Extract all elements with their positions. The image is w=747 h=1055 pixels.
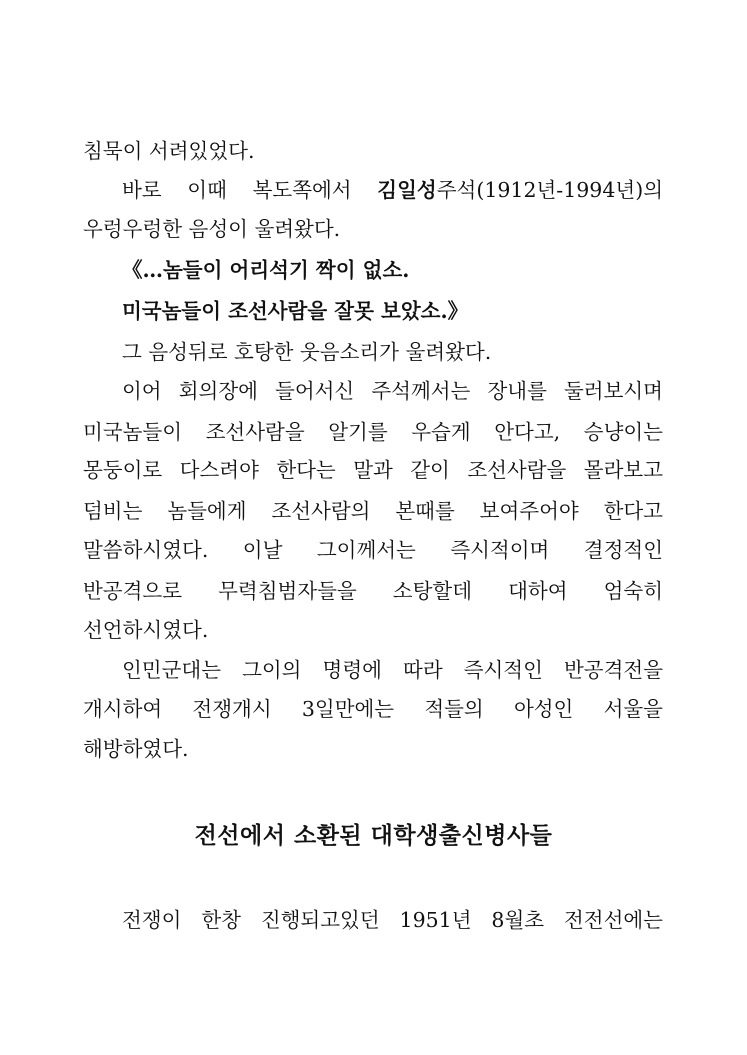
body-text-segment: 주석(1912년-1994년)의 (436, 178, 663, 202)
body-text-line: 선언하시였다. (83, 618, 209, 642)
section-heading: 전선에서 소환된 대학생출신병사들 (194, 823, 553, 849)
body-text-line: 덤비는 놈들에게 조선사람의 본때를 보여주어야 한다고 (83, 499, 663, 523)
body-text-line: 말씀하시였다. 이날 그이께서는 즉시적이며 결정적인 (83, 538, 663, 562)
leader-name: 김일성 (377, 178, 437, 202)
body-text-line: 그 음성뒤로 호탕한 웃음소리가 울려왔다. (122, 340, 492, 364)
quote-line: 미국놈들이 조선사람을 잘못 보았소.》 (122, 299, 469, 323)
body-text-line: 미국놈들이 조선사람을 알기를 우습게 안다고, 승냥이는 (83, 420, 663, 444)
body-text-line: 이어 회의장에 들어서신 주석께서는 장내를 둘러보시며 (122, 379, 663, 403)
body-text-line: 인민군대는 그이의 명령에 따라 즉시적인 반공격전을 (122, 658, 663, 682)
body-text-line: 개시하여 전쟁개시 3일만에는 적들의 아성인 서울을 (83, 697, 663, 721)
quote-line: 《…놈들이 어리석기 짝이 없소. (122, 258, 410, 282)
body-text-line: 전쟁이 한창 진행되고있던 1951년 8월초 전전선에는 (122, 908, 663, 932)
body-text-line (122, 176, 663, 204)
body-text-line: 침묵이 서려있었다. (83, 139, 255, 163)
body-text-segment: 바로 이때 복도쪽에서 (122, 178, 378, 202)
body-text-line: 우렁우렁한 음성이 울려왔다. (83, 217, 341, 241)
body-text-line: 반공격으로 무력침범자들을 소탕할데 대하여 엄숙히 (83, 579, 663, 603)
body-text-line: 해방하였다. (83, 737, 189, 761)
body-text-line: 몽둥이로 다스려야 한다는 말과 같이 조선사람을 몰라보고 (83, 458, 663, 482)
